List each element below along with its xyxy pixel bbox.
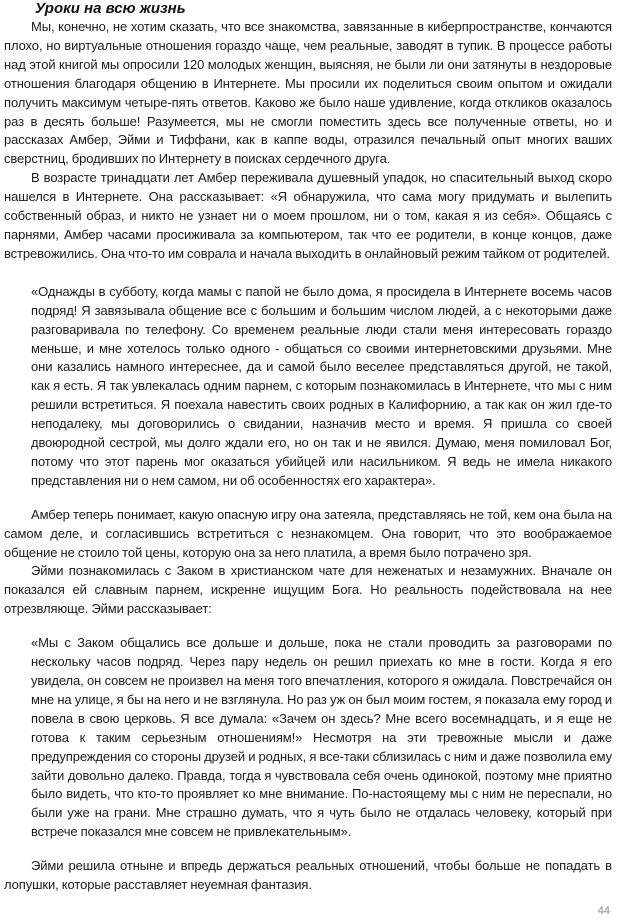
- section-heading: Уроки на всю жизнь: [35, 0, 186, 17]
- paragraph-intro: Мы, конечно, не хотим сказать, что все знакомства, завязанные в киберпространстве, кончаются плохо, но виртуальные отношения гораздо чаще, чем реальные, заводят в тупик. В процессе работы над этой книгой мы опросили 120 молодых женщин, выясняя, не были ли они затянуты в нездоровые отношения благодаря общению в Интернете. Мы просили их поделиться своим опытом и ожидали получить максимум четыре-пять ответов. Каково же было наше удивление, когда откликов оказалось раз в десять больше! Разумеется, мы не смогли поместить здесь все полученные ответы, но и рассказах Амбер, Эйми и Тиффани, как в каппе воды, отразился печальный опыт многих ваших сверстниц, бродивших по Интернету в поисках сердечного друга.: [4, 19, 612, 167]
- paragraph-aimee-intro: Эйми познакомилась с Заком в христианском чате для неженатых и незамужних. Вначале он показался ей славным парнем, искренне ищущим Бога. Но реальность подействовала на нее отрезвляюще. Эйми рассказывает:: [4, 563, 612, 617]
- paragraph-gap: [4, 491, 612, 506]
- paragraph-aimee-conclusion: Эйми решила отныне и впредь держаться реальных отношений, чтобы больше не попадать в лопушки, которые расставляет неуемная фантазия.: [4, 858, 612, 893]
- paragraph-gap: [4, 842, 612, 857]
- quote-aimee: «Мы с Заком общались все дольше и дольше, пока не стали проводить за разговорами по нескольку часов подряд. Через пару недель он решил приехать ко мне в гости. Когда я его увидела, он совсем не произвел на меня того впечатления, которого я ожидала. Повстречайся он мне на улице, я бы на него и не взглянула. Но раз уж он был моим гостем, я показала ему город и повела в свою церковь. Я все думала: «Зачем он здесь? Мне всего восемнадцать, и я еще не готова к таким серьезным отношениям!» Несмотря на эти тревожные мысли и даже предупреждения со стороны друзей и родных, я все-таки сблизилась с ним и даже позволила ему зайти довольно далеко. Правда, тогда я чувствовала себя очень одинокой, поэтому мне приятно было видеть, что кто-то проявляет ко мне внимание. По-настоящему мы с ним не переспали, но были уже на грани. Мне страшно думать, что я чуть было не отдалась человеку, который при встрече показался мне совсем не привлекательным».: [31, 635, 612, 840]
- paragraph-gap: [4, 264, 612, 283]
- paragraph-amber-reflection: Амбер теперь понимает, какую опасную игру она затеяла, представляясь не той, кем она была на самом деле, и согласившись встретиться с незнакомцем. Она говорит, что это воображаемое общение не стоило той цены, которую она за него платила, а время было потрачено зря.: [4, 506, 612, 560]
- page-number: 44: [597, 905, 610, 917]
- paragraph-amber-intro: В возрасте тринадцати лет Амбер переживала душевный упадок, но спасительный выход скоро нашелся в Интернете. Она рассказывает: «Я обнаружила, что сама могу придумать и вылепить собственный образ, и никто не узнает ни о моем прошлом, ни о том, какая я из себя». Общаясь с парнями, Амбер часами просиживала за компьютером, так что ее родители, в конце концов, даже встревожились. Она что-то им соврала и начала выходить в онлайновый режим тайком от родителей.: [4, 170, 612, 261]
- paragraph-gap: [4, 619, 612, 634]
- quote-amber: «Однажды в субботу, когда мамы с папой не было дома, я просидела в Интернете восемь часов подряд! Я завязывала общение все с большим и большим числом людей, а с некоторыми даже разговаривала по телефону. Со временем реальные люди стали меня интересовать гораздо меньше, и мне хотелось только одного - общаться со своими интернетовскими друзьями. Мне они казались намного интереснее, да и самой было веселее представляться другой, не такой, как я есть. Я так увлекалась одним парнем, с которым познакомилась в Интернете, что мы с ним решили встретиться. Я поехала навестить своих родных в Калифорнию, а так как он жил где-то неподалеку, мы договорились о свидании, назначив место и время. Я пришла со своей двоюродной сестрой, мы долго ждали его, но он так и не явился. Думаю, меня помиловал Бог, потому что этот парень мог оказаться убийцей или насильником. Я ведь не имела никакого представления ни о нем самом, ни об особенностях его характера».: [31, 283, 612, 488]
